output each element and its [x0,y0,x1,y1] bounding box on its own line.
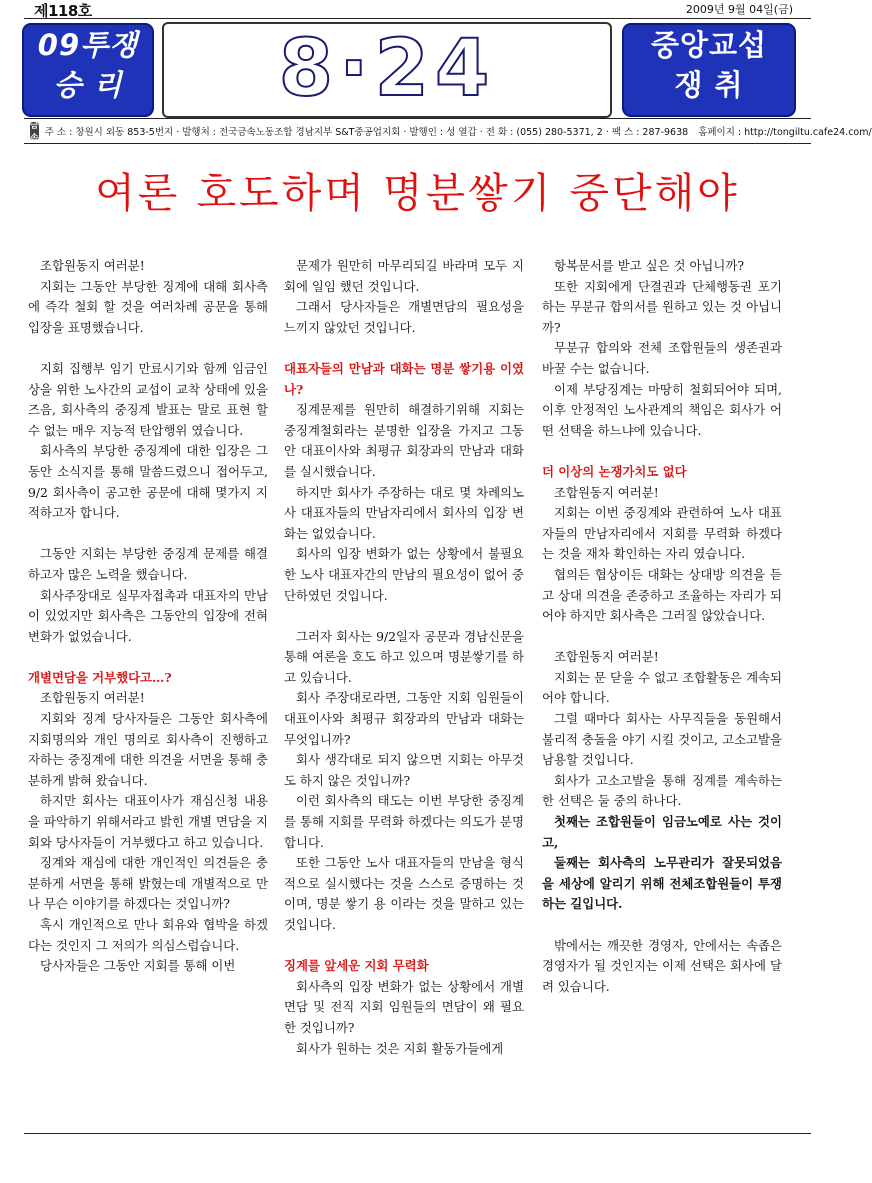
paragraph-spacer [284,338,524,359]
right-slogan-line-1: 중앙교섭 [650,28,768,62]
paragraph-spacer [542,441,782,462]
article-paragraph: 이런 회사측의 태도는 이번 부당한 중징계를 통해 지회를 무력화 하겠다는 의도가 분명합니다. [284,793,524,850]
issue-number: 제118호 [34,2,92,20]
article-paragraph: 회사의 입장 변화가 없는 상황에서 불필요한 노사 대표자간의 만남의 필요성이 없어 중단하였던 것입니다. [284,546,524,603]
article-paragraph: 그래서 당사자들은 개별면담의 필요성을 느끼지 않았던 것입니다. [284,299,524,335]
article-paragraph: 문제가 원만히 마무리되길 바라며 모두 지회에 일임 했던 것입니다. [284,258,524,294]
article-paragraph: 그럴 때마다 회사는 사무직들을 동원해서 불리적 충돌을 야기 시킬 것이고, 고소고발을 남용할 것입니다. [542,711,782,768]
paragraph-spacer [284,606,524,627]
bottom-rule [24,1133,811,1134]
article-paragraph: 그러자 회사는 9/2일자 공문과 경남신문을 통해 여론을 호도 하고 있으며 명분쌓기를 하고 있습니다. [284,628,524,685]
article-paragraph: 회사주장대로 실무자접촉과 대표자의 만남이 있었지만 회사측은 그동안의 입장에 전혀 변화가 없었습니다. [28,587,268,644]
paragraph-spacer [28,338,268,359]
headline: 여론 호도하며 명분쌓기 중단해야 [95,169,740,217]
article-column-1 [28,256,268,977]
article-paragraph: 회사 주장대로라면, 그동안 지회 임원들이 대표이사와 최평규 회장과의 만남과 대화는 무엇입니까? [284,690,524,747]
article-paragraph: 징계와 재심에 대한 개인적인 의견들은 충분하게 서면을 통해 밝혔는데 개별적으로 만나 무슨 이야기를 하겠다는 것입니까? [28,855,268,912]
left-slogan-line-2: 승 리 [53,68,123,102]
article-paragraph: 회사 생각대로 되지 않으면 지회는 아무것도 하지 않은 것입니까? [284,752,524,788]
union-logo-icon: 금속 [30,121,39,144]
article-paragraph: 협의든 협상이든 대화는 상대방 의견을 듣고 상대 의견을 존중하고 조율하는 자리가 되어야 하지만 회사측은 그러질 않았습니다. [542,566,782,624]
section-heading: 대표자들의 만남과 대화는 명분 쌓기용 이였나? [284,360,524,397]
article-paragraph: 조합원동지 여러분! [40,258,145,273]
article-paragraph: 또한 지회에게 단결권과 단체행동권 포기하는 무분규 합의서를 원하고 있는 것 아닙니까? [542,278,782,335]
masthead-title: 8·24 [278,24,496,114]
article-paragraph: 지회는 그동안 부당한 징계에 대해 회사측에 즉각 철회 할 것을 여러차례 공문을 통해 입장을 표명했습니다. [28,278,268,335]
section-heading: 징계를 앞세운 지회 무력화 [284,958,429,974]
article-column-3 [542,256,782,997]
paragraph-spacer [28,524,268,545]
publish-date: 2009년 9월 04일(금) [685,3,793,16]
article-paragraph: 또한 그동안 노사 대표자들의 만남을 형식적으로 실시했다는 것을 스스로 증명하는 것이며, 명분 쌓기 용 이라는 것을 말하고 있는 것입니다. [284,855,524,932]
website-link[interactable]: 홈페이지 : http://tongiltu.cafe24.com/ [698,127,872,138]
masthead-title-box [162,22,612,118]
article-column-2 [284,256,524,1059]
section-heading: 더 이상의 논쟁가치도 없다 [542,463,687,479]
article-paragraph: 항복문서를 받고 싶은 것 아닙니까? [554,258,744,273]
paragraph-spacer [284,936,524,957]
article-paragraph: 이제 부당징계는 마땅히 철회되어야 되며, 이후 안정적인 노사관계의 책임은 회사가 어떤 선택을 하느냐에 있습니다. [542,381,782,438]
publisher-info-bar [24,118,872,144]
article-paragraph: 조합원동지 여러분! [554,484,659,500]
article-paragraph: 회사가 고소고발을 통해 징계를 계속하는 한 선택은 둘 중의 하나다. [542,772,782,809]
article-paragraph: 밖에서는 깨끗한 경영자, 안에서는 속좁은 경영자가 될 것인지는 이제 선택은 회사에 달려 있습니다. [542,937,782,994]
article-paragraph: 지회는 문 닫을 수 없고 조합활동은 계속되어야 합니다. [542,669,782,706]
article-paragraph: 무분규 합의와 전체 조합원들의 생존권과 바꿀 수는 없습니다. [542,340,782,376]
top-rule [24,18,811,19]
article-paragraph: 혹시 개인적으로 만나 회유와 협박을 하겠다는 것인지 그 저의가 의심스럽습니다. [28,917,268,953]
article-paragraph: 그동안 지회는 부당한 중징계 문제를 해결하고자 많은 노력을 했습니다. [28,546,268,582]
article-paragraph: 회사측의 부당한 중징계에 대한 입장은 그동안 소식지를 통해 말씀드렸으니 접어두고, 9/2 회사측이 공고한 공문에 대해 몇가지 지적하고자 합니다. [28,443,268,521]
article-paragraph: 조합원동지 여러분! [554,649,659,665]
article-paragraph: 하지만 회사는 대표이사가 재심신청 내용을 파악하기 위해서라고 밝힌 개별 면담을 지회와 당사자들이 거부했다고 하고 있습니다. [28,793,268,850]
publisher-address: 주 소 : 창원시 외동 853-5번지 · 발행처 : 전국금속노동조합 경남지부 S&T중공업지회 · 발행인 : 성 열갑 · 전 화 : (055) 280-5371, 2 · 팩 스 : 287-9638 [44,127,689,138]
article-paragraph: 지회 집행부 임기 만료시기와 함께 임금인상을 위한 노사간의 교섭이 교착 상태에 있을 즈음, 회사측의 중징계 발표는 말로 표현 할 수 없는 매우 지능적 탄압행위 였습니다. [28,360,268,438]
section-heading: 개별면담을 거부했다고…? [28,669,172,685]
emphasized-paragraph: 둘째는 회사측의 노무관리가 잘못되었음을 세상에 알리기 위해 전체조합원들이 투쟁하는 길입니다. [542,855,782,912]
article-paragraph: 지회와 징계 당사자들은 그동안 회사측에 지회명의와 개인 명의로 회사측이 진행하고자하는 중징계에 대한 의견을 서면을 통해 충분하게 밝혀 왔습니다. [28,711,268,788]
article-paragraph: 당사자들은 그동안 지회를 통해 이번 [40,958,236,974]
right-slogan-line-2: 쟁 취 [674,68,744,102]
paragraph-spacer [28,647,268,668]
paragraph-spacer [542,915,782,936]
article-paragraph: 지회는 이번 중징계와 관련하여 노사 대표자들의 만남자리에서 지회를 무력화 하겠다는 것을 재차 확인하는 자리 였습니다. [542,505,782,562]
article-paragraph: 하지만 회사가 주장하는 대로 몇 차례의노사 대표자들의 만남자리에서 회사의 입장 변화는 없었습니다. [284,484,524,541]
article-paragraph: 회사측의 입장 변화가 없는 상황에서 개별면담 및 전직 지회 임원들의 면담이 왜 필요 한 것입니까? [284,978,524,1035]
right-slogan-box [622,23,796,117]
article-paragraph: 회사가 원하는 것은 지회 활동가들에게 [296,1040,504,1056]
left-slogan-box [22,23,154,117]
emphasized-paragraph: 첫째는 조합원들이 임금노예로 사는 것이고, [542,814,782,850]
paragraph-spacer [542,627,782,648]
article-paragraph: 조합원동지 여러분! [40,690,145,706]
left-slogan-line-1: 09투쟁 [37,28,139,62]
article-paragraph: 징계문제를 원만히 해결하기위해 지회는 중징계철회라는 분명한 입장을 가지고 그동안 대표이사와 최평규 회장과의 만남과 대화를 실시했습니다. [284,402,524,479]
